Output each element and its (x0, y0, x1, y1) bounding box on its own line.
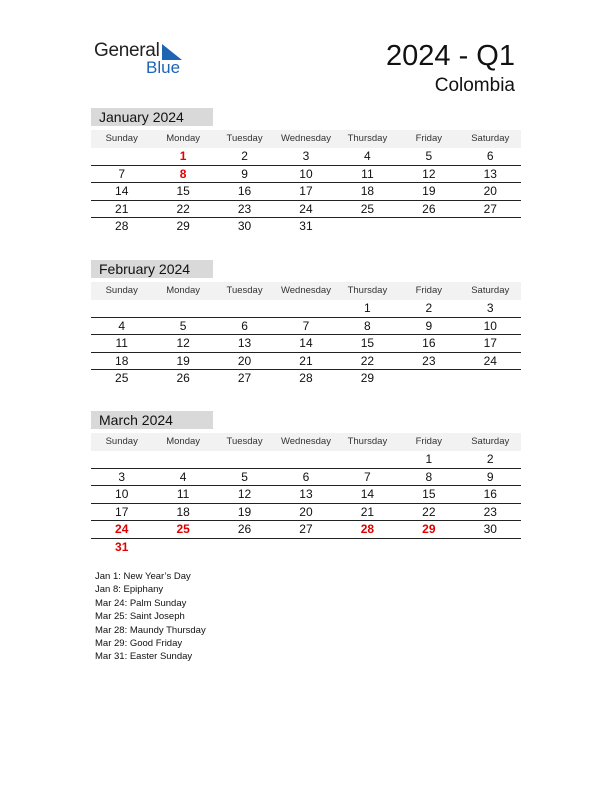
day-cell: 1 (364, 301, 371, 315)
day-cell: 16 (422, 336, 436, 350)
week-row (91, 201, 521, 219)
day-cell: 4 (179, 469, 187, 484)
day-cell: 28 (360, 522, 375, 536)
day-cell: 26 (176, 371, 190, 385)
day-cell (337, 539, 398, 556)
day-cell: 22 (360, 353, 375, 368)
day-cell: 26 (237, 522, 252, 536)
day-cell: 20 (237, 353, 252, 368)
week-row (91, 504, 521, 522)
day-cell: 4 (118, 318, 126, 333)
day-cell: 14 (115, 184, 129, 198)
day-cell: 3 (302, 149, 310, 163)
day-cell: 17 (115, 504, 129, 519)
week-row (91, 521, 521, 539)
day-cell: 15 (176, 184, 190, 198)
weekday-label: Thursday (347, 133, 388, 144)
day-cell: 3 (118, 469, 126, 484)
day-cell: 8 (425, 469, 433, 484)
day-cell: 17 (483, 336, 497, 350)
day-cell: 10 (299, 166, 313, 181)
day-cell: 20 (483, 184, 497, 198)
day-cell: 14 (360, 487, 375, 501)
day-cell: 11 (361, 166, 374, 181)
day-cell: 2 (486, 452, 494, 466)
weekday-label: Sunday (105, 285, 138, 296)
week-row (91, 148, 521, 166)
day-cell (275, 539, 336, 556)
day-cell: 18 (360, 184, 375, 198)
day-cell: 23 (422, 353, 436, 368)
day-cell: 25 (360, 201, 375, 216)
day-cell: 23 (237, 201, 252, 216)
day-cell: 5 (425, 149, 433, 163)
week-row (91, 353, 521, 371)
day-cell (460, 370, 521, 387)
day-cell: 11 (115, 336, 128, 350)
day-cell (337, 451, 398, 468)
day-cell (275, 300, 336, 317)
week-row (91, 218, 521, 235)
holiday-item: Mar 31: Easter Sunday (95, 651, 193, 663)
day-cell: 21 (360, 504, 375, 519)
day-cell: 5 (241, 469, 248, 484)
day-cell: 1 (179, 149, 187, 163)
weekday-label: Monday (166, 436, 201, 447)
month-name: February 2024 (91, 260, 213, 278)
weekday-label: Sunday (105, 133, 138, 144)
day-cell: 21 (299, 353, 313, 368)
month-name: March 2024 (91, 411, 213, 429)
day-cell: 28 (299, 371, 313, 385)
weekday-header (91, 130, 521, 148)
weekday-label: Saturday (471, 436, 510, 447)
weekday-label: Tuesday (226, 436, 263, 447)
day-cell (152, 300, 213, 317)
day-cell: 12 (176, 336, 190, 350)
day-cell: 15 (360, 336, 375, 350)
day-cell: 30 (483, 522, 497, 536)
day-cell (152, 539, 213, 556)
weekday-label: Friday (415, 436, 443, 447)
logo-general-text: General (94, 40, 160, 61)
day-cell: 8 (364, 318, 371, 333)
weekday-label: Wednesday (280, 436, 331, 447)
day-cell: 27 (483, 201, 497, 216)
day-cell: 22 (176, 201, 190, 216)
day-cell (214, 300, 275, 317)
day-cell: 31 (299, 219, 313, 233)
day-cell (214, 539, 275, 556)
holiday-list (95, 570, 206, 664)
day-cell: 13 (483, 166, 497, 181)
day-cell (398, 539, 459, 556)
month-name: January 2024 (91, 108, 213, 126)
weekday-label: Wednesday (280, 285, 331, 296)
day-cell (398, 218, 459, 235)
week-row (91, 469, 521, 487)
day-cell: 9 (486, 469, 494, 484)
weekday-label: Thursday (347, 436, 388, 447)
day-cell: 18 (115, 353, 129, 368)
day-cell: 16 (483, 487, 497, 501)
weekday-header (91, 433, 521, 451)
day-cell (275, 451, 336, 468)
holiday-item: Mar 24: Palm Sunday (95, 597, 187, 609)
day-cell (460, 539, 521, 556)
day-cell: 14 (299, 336, 313, 350)
day-cell: 3 (486, 301, 494, 315)
day-cell: 30 (237, 219, 252, 233)
day-cell: 22 (422, 504, 436, 519)
day-cell: 7 (302, 318, 310, 333)
day-cell: 24 (483, 353, 497, 368)
weekday-label: Monday (166, 133, 201, 144)
day-cell: 10 (483, 318, 497, 333)
weekday-label: Tuesday (226, 133, 263, 144)
week-row (91, 300, 521, 318)
weekday-label: Wednesday (280, 133, 331, 144)
weekday-label: Friday (415, 133, 443, 144)
week-row (91, 183, 521, 201)
day-cell: 6 (241, 318, 248, 333)
day-cell: 19 (176, 353, 190, 368)
day-cell: 17 (299, 184, 313, 198)
day-cell: 26 (422, 201, 436, 216)
day-cell: 2 (425, 301, 433, 315)
month-january (91, 108, 521, 235)
weekday-label: Sunday (105, 436, 138, 447)
page-title: 2024 - Q1 (386, 40, 515, 72)
day-cell: 8 (179, 166, 187, 181)
day-cell: 5 (179, 318, 187, 333)
day-cell: 29 (176, 219, 190, 233)
day-cell: 15 (422, 487, 436, 501)
day-cell: 23 (483, 504, 497, 519)
day-cell: 2 (241, 149, 248, 163)
day-cell: 7 (118, 166, 126, 181)
day-cell: 19 (422, 184, 436, 198)
holiday-item: Mar 28: Maundy Thursday (95, 624, 206, 636)
day-cell: 28 (115, 219, 129, 233)
weekday-label: Thursday (347, 285, 388, 296)
week-row (91, 318, 521, 336)
day-cell: 31 (115, 539, 129, 554)
holiday-item: Mar 29: Good Friday (95, 638, 183, 650)
day-cell: 12 (237, 487, 252, 501)
day-cell: 1 (425, 452, 433, 466)
day-cell: 16 (237, 184, 252, 198)
day-cell: 27 (237, 371, 252, 385)
day-cell (152, 451, 213, 468)
week-row (91, 539, 521, 556)
logo-blue-text: Blue (146, 58, 181, 77)
week-row (91, 335, 521, 353)
day-cell: 19 (237, 504, 252, 519)
month-march (91, 411, 521, 555)
country-name: Colombia (434, 75, 515, 96)
day-cell: 13 (237, 336, 252, 350)
week-row (91, 486, 521, 504)
day-cell: 29 (360, 371, 375, 385)
weekday-label: Saturday (471, 133, 510, 144)
day-cell: 4 (364, 149, 371, 163)
day-cell (214, 451, 275, 468)
day-cell: 9 (425, 318, 433, 333)
week-row (91, 451, 521, 469)
day-cell: 18 (176, 504, 190, 519)
day-cell (91, 451, 152, 468)
month-february (91, 260, 521, 387)
weekday-label: Monday (166, 285, 201, 296)
day-cell (337, 218, 398, 235)
logo (94, 40, 204, 80)
day-cell (91, 148, 152, 165)
day-cell (460, 218, 521, 235)
weekday-header (91, 282, 521, 300)
day-cell: 12 (422, 166, 436, 181)
day-cell: 25 (176, 522, 190, 536)
day-cell: 24 (115, 522, 129, 536)
day-cell: 20 (299, 504, 313, 519)
holiday-item: Jan 1: New Year’s Day (95, 571, 191, 582)
day-cell: 29 (422, 522, 436, 536)
day-cell (91, 300, 152, 317)
holiday-item: Mar 25: Saint Joseph (95, 611, 185, 623)
day-cell: 27 (299, 522, 313, 536)
day-cell: 11 (176, 487, 190, 501)
week-row (91, 370, 521, 387)
day-cell: 9 (241, 166, 248, 181)
day-cell: 24 (299, 201, 313, 216)
day-cell: 6 (302, 469, 310, 484)
weekday-label: Friday (415, 285, 443, 296)
weekday-label: Saturday (471, 285, 510, 296)
day-cell: 13 (299, 487, 313, 501)
holiday-item: Jan 8: Epiphany (95, 584, 164, 596)
day-cell: 6 (486, 149, 494, 163)
day-cell (398, 370, 459, 387)
day-cell: 7 (364, 469, 371, 484)
day-cell: 10 (115, 487, 129, 501)
weekday-label: Tuesday (226, 285, 263, 296)
day-cell: 21 (115, 201, 129, 216)
week-row (91, 166, 521, 184)
day-cell: 25 (115, 371, 129, 385)
